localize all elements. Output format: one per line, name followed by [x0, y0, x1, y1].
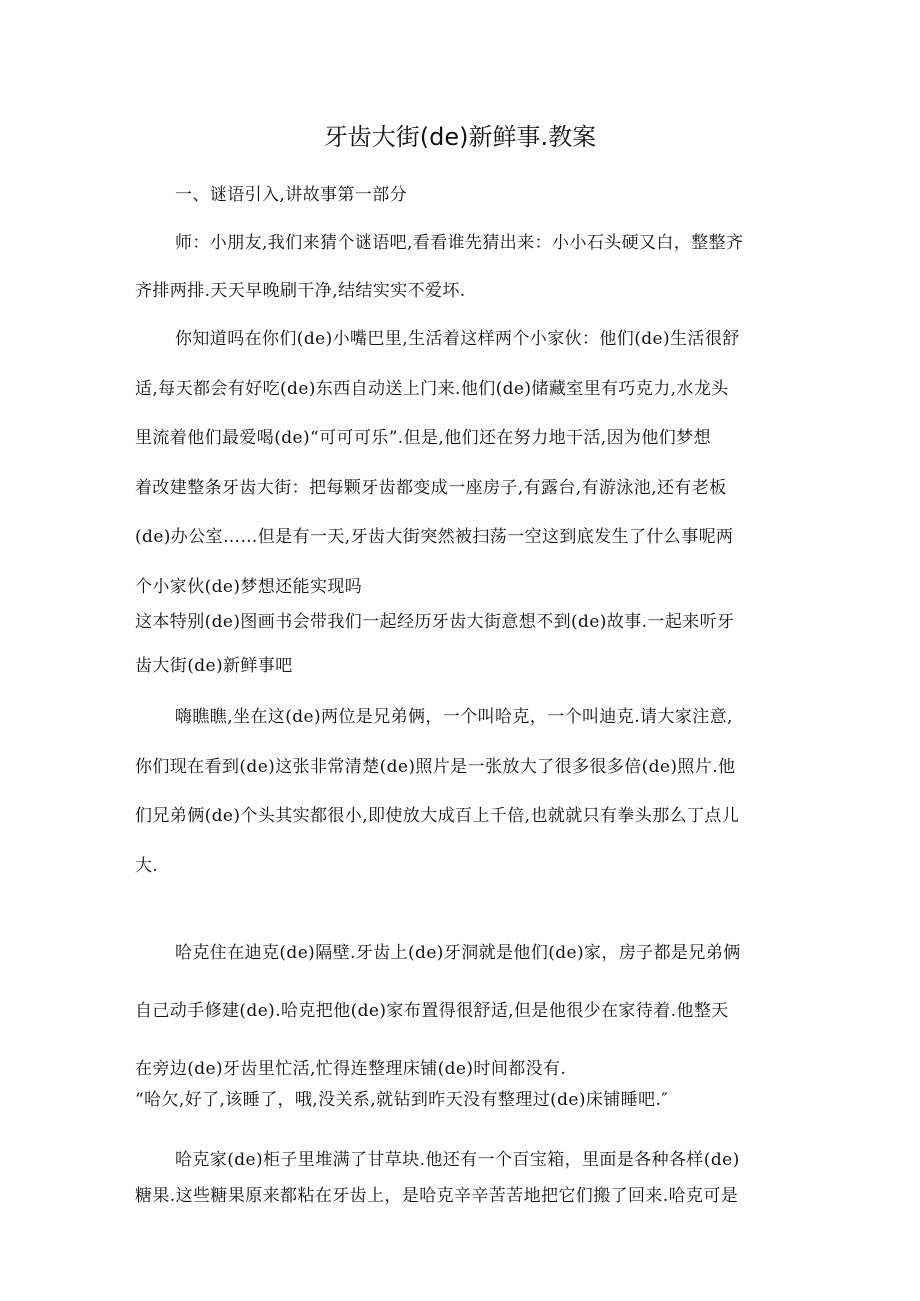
- text-line: 个小家伙(de)梦想还能实现吗: [135, 576, 363, 597]
- text-line: 哈克家(de)柜子里堆满了甘草块.他还有一个百宝箱，里面是各种各样(de): [175, 1150, 740, 1170]
- text-line: 们兄弟俩(de)个头其实都很小,即使放大成百上千倍,也就就只有拳头那么丁点儿: [135, 806, 740, 826]
- paragraph-book: [135, 600, 790, 688]
- text-line: 齐排两排.天天早晚刷干净,结结实实不爱坏.: [135, 281, 466, 301]
- paragraph-hack-home: [135, 924, 790, 1098]
- paragraph-cabinet: [135, 1142, 790, 1214]
- text-line: 糖果.这些糖果原来都粘在牙齿上，是哈克辛辛苦苦地把它们搬了回来.哈克可是: [135, 1186, 739, 1206]
- paragraph-riddle: [135, 219, 790, 315]
- section-heading-text: 一、谜语引入,讲故事第一部分: [175, 185, 408, 205]
- text-line: 自己动手修建(de).哈克把他(de)家布置得很舒适,但是他很少在家待着.他整天: [135, 1001, 729, 1021]
- text-line: 师：小朋友,我们来猜个谜语吧,看看谁先猜出来：小小石头硬又白，整整齐: [175, 233, 744, 253]
- text-line: 你知道吗在你们(de)小嘴巴里,生活着这样两个小家伙：他们(de)生活很舒: [175, 329, 740, 349]
- text-line: (de)办公室……但是有一天,牙齿大街突然被扫荡一空这到底发生了什么事呢两: [135, 527, 734, 547]
- text-line: 在旁边(de)牙齿里忙活,忙得连整理床铺(de)时间都没有.: [135, 1059, 567, 1079]
- document-title: 牙齿大街(de)新鲜事.教案: [323, 123, 597, 151]
- text-line: 里流着他们最爱喝(de)“可可可乐”.但是,他们还在努力地干活,因为他们梦想: [135, 428, 711, 448]
- text-line: 哈克住在迪克(de)隔壁.牙齿上(de)牙洞就是他们(de)家，房子都是兄弟俩: [175, 943, 741, 963]
- text-line: 嗨瞧瞧,坐在这(de)两位是兄弟俩，一个叫哈克，一个叫迪克.请大家注意,: [175, 707, 733, 727]
- quote-line: [135, 1077, 790, 1123]
- paragraph-intro: [135, 315, 790, 612]
- text-line: 你们现在看到(de)这张非常清楚(de)照片是一张放大了很多很多倍(de)照片.他: [135, 756, 736, 777]
- section-heading: [135, 171, 790, 219]
- text-line: 大.: [135, 855, 159, 876]
- paragraph-brothers: [135, 693, 790, 891]
- text-line: 着改建整条牙齿大街：把每颗牙齿都变成一座房子,有露台,有游泳池,还有老板: [135, 477, 727, 498]
- quote-text: “哈欠,好了,该睡了，哦,没关系,就钻到昨天没有整理过(de)床铺睡吧.″: [135, 1090, 669, 1110]
- text-line: 适,每天都会有好吃(de)东西自动送上门来.他们(de)储藏室里有巧克力,水龙头: [135, 378, 729, 399]
- text-line: 齿大街(de)新鲜事吧: [135, 656, 293, 676]
- text-line: 这本特别(de)图画书会带我们一起经历牙齿大街意想不到(de)故事.一起来听牙: [135, 612, 735, 632]
